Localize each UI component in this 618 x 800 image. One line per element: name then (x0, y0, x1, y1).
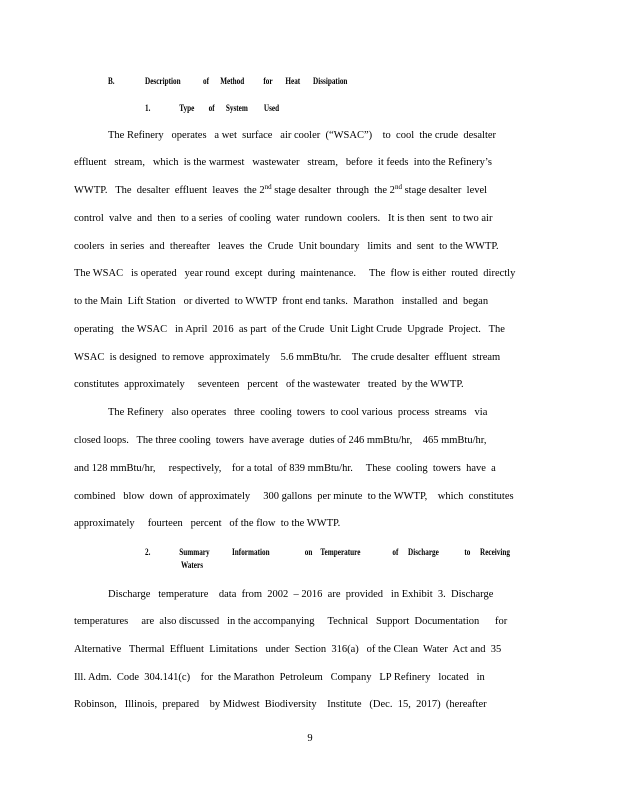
heading-1-number: 1. (145, 103, 151, 113)
heading-1-word: System (225, 103, 248, 113)
heading-2-word: Information (232, 547, 270, 557)
heading-2-word: Receiving (480, 547, 511, 557)
para1-line: WSAC is designed to remove approximately 5.6 mmBtu/hr. The crude desalter effluent stream (74, 352, 501, 363)
para3-line: Alternative Thermal Effluent Limitations under Section 316(a) of the Clean Water Act and 35 (74, 644, 502, 655)
para3-line: temperatures are also discussed in the accompanying Technical Support Documentation for (74, 616, 508, 627)
heading-2-word: of (392, 547, 399, 557)
para1-line: WWTP. The desalter effluent leaves the 2nd stage desalter through the 2nd stage desalter level (74, 183, 488, 196)
para3-line: Ill. Adm. Code 304.141(c) for the Marathon Petroleum Company LP Refinery located in (74, 672, 485, 683)
heading-2-word: to (464, 547, 471, 557)
page-number: 9 (307, 733, 313, 744)
superscript-nd: nd (394, 183, 402, 191)
heading-b-letter: B. (108, 76, 115, 86)
heading-2-number: 2. (145, 547, 151, 557)
para1-line: effluent stream, which is the warmest wastewater stream, before it feeds into the Refinery’s (74, 157, 492, 168)
para3-line: Robinson, Illinois, prepared by Midwest Biodiversity Institute (Dec. 15, 2017) (hereafter (74, 699, 487, 710)
para2-line: approximately fourteen percent of the flow to the WWTP. (74, 518, 341, 529)
para2-line: combined blow down of approximately 300 gallons per minute to the WWTP, which constitutes (74, 491, 514, 502)
heading-b-word: for (263, 76, 273, 86)
heading-b-word: of (203, 76, 210, 86)
para2-line: and 128 mmBtu/hr, respectively, for a total of 839 mmBtu/hr. These cooling towers have a (74, 463, 496, 474)
heading-1-word: Type (179, 103, 195, 113)
heading-2-word: on (304, 547, 313, 557)
heading-b-word: Description (145, 76, 181, 86)
heading-b-word: Dissipation (313, 76, 348, 86)
para2-line: The Refinery also operates three cooling towers to cool various process streams via (108, 407, 488, 418)
heading-1-word: of (208, 103, 215, 113)
subsection-heading-2 (145, 547, 510, 558)
section-heading-b (108, 76, 347, 87)
para3-line: Discharge temperature data from 2002 – 2016 are provided in Exhibit 3. Discharge (108, 589, 494, 600)
superscript-nd: nd (264, 183, 272, 191)
para1-line: to the Main Lift Station or diverted to WWTP front end tanks. Marathon installed and began (74, 296, 489, 307)
heading-2-word: Discharge (408, 547, 439, 557)
heading-2-word: Temperature (320, 547, 361, 557)
heading-2-word: Summary (179, 547, 210, 557)
heading-b-word: Heat (285, 76, 301, 86)
para1-line: The Refinery operates a wet surface air cooler (“WSAC”) to cool the crude desalter (108, 130, 497, 141)
para2-line: closed loops. The three cooling towers have average duties of 246 mmBtu/hr, 465 mmBtu/hr, (74, 435, 487, 446)
heading-2-line2: Waters (181, 560, 203, 570)
para1-line: coolers in series and thereafter leaves the Crude Unit boundary limits and sent to the WWTP. (74, 241, 499, 252)
subsection-heading-1 (145, 103, 279, 114)
heading-b-word: Method (220, 76, 245, 86)
para1-line: operating the WSAC in April 2016 as part of the Crude Unit Light Crude Upgrade Project. The (74, 324, 505, 335)
para1-line: control valve and then to a series of cooling water rundown coolers. It is then sent to two air (74, 213, 493, 224)
heading-1-word: Used (263, 103, 280, 113)
para1-line: The WSAC is operated year round except during maintenance. The flow is either routed directly (74, 268, 516, 279)
para1-line: constitutes approximately seventeen percent of the wastewater treated by the WWTP. (74, 379, 464, 390)
